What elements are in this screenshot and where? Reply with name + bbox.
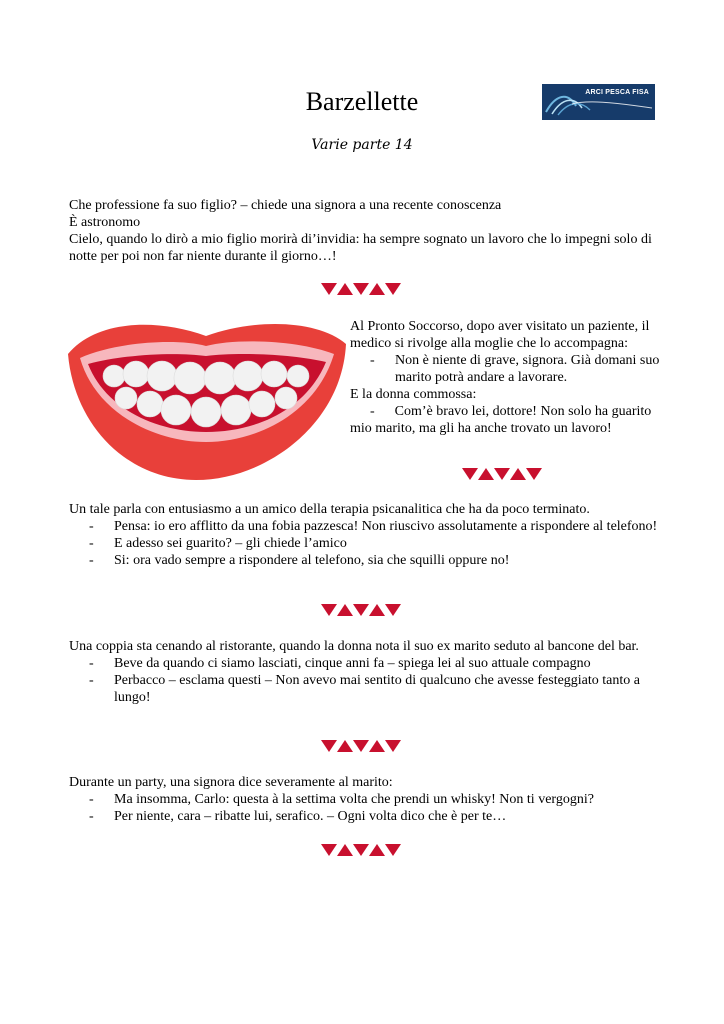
- joke-4-item-1-text: Beve da quando ci siamo lasciati, cinque anni fa – spiega lei al suo attuale compagno: [114, 656, 591, 671]
- logo-text: ARCI PESCA FISA: [585, 89, 649, 96]
- list-marker: -: [370, 353, 375, 368]
- list-marker: -: [89, 656, 94, 671]
- joke-1-line-2: È astronomo: [69, 215, 141, 230]
- joke-5-intro: Durante un party, una signora dice severamente al marito:: [69, 775, 393, 790]
- joke-2-item-1-text: Non è niente di grave, signora. Già domani suo marito potrà andare a lavorare.: [395, 353, 660, 385]
- joke-5-item-1: [69, 791, 659, 808]
- joke-3-item-3: [69, 552, 659, 569]
- separator-5-triangle-row-icon: [321, 842, 401, 858]
- joke-2-item-1: [350, 352, 660, 386]
- list-marker: -: [89, 792, 94, 807]
- joke-2-item-2: [350, 403, 660, 437]
- joke-2-intro: Al Pronto Soccorso, dopo aver visitato un paziente, il medico si rivolge alla moglie che lo accompagna:: [350, 319, 650, 351]
- joke-4: [69, 638, 659, 706]
- joke-5-item-2-text: Per niente, cara – ribatte lui, serafico. – Ogni volta dico che è per te…: [114, 809, 507, 824]
- joke-3-item-3-text: Si: ora vado sempre a rispondere al telefono, sia che squilli oppure no!: [114, 553, 510, 568]
- smiling-mouth-icon: [66, 314, 348, 482]
- joke-4-item-1: [69, 655, 659, 672]
- joke-4-intro: Una coppia sta cenando al ristorante, quando la donna nota il suo ex marito seduto al bancone del bar.: [69, 639, 639, 654]
- joke-4-item-2-text: Perbacco – esclama questi – Non avevo mai sentito di qualcuno che avesse festeggiato tanto a lungo!: [114, 673, 640, 705]
- joke-1-line-1: Che professione fa suo figlio? – chiede una signora a una recente conoscenza: [69, 198, 502, 213]
- separator-1-triangle-row-icon: [321, 281, 401, 297]
- joke-3-item-1: [69, 518, 659, 535]
- joke-4-item-2: [69, 672, 659, 706]
- joke-2-middle: E la donna commossa:: [350, 387, 477, 402]
- joke-1: [69, 197, 659, 265]
- arci-pesca-fisa-logo: [542, 84, 655, 120]
- joke-5-item-2: [69, 808, 659, 825]
- separator-2-triangle-row-icon: [462, 466, 542, 482]
- list-marker: -: [89, 553, 94, 568]
- list-marker: -: [89, 809, 94, 824]
- separator-4-triangle-row-icon: [321, 738, 401, 754]
- page-title: Barzellette: [305, 87, 419, 116]
- list-marker: -: [370, 404, 375, 419]
- joke-2: [350, 318, 660, 437]
- joke-1-line-3: Cielo, quando lo dirò a mio figlio morirà di’invidia: ha sempre sognato un lavoro che lo impegni solo di notte per poi non far niente durante il giorno…!: [69, 232, 652, 264]
- joke-3-item-2-text: E adesso sei guarito? – gli chiede l’amico: [114, 536, 347, 551]
- list-marker: -: [89, 536, 94, 551]
- separator-3-triangle-row-icon: [321, 602, 401, 618]
- page-subtitle: Varie parte 14: [311, 137, 413, 153]
- joke-3: [69, 501, 659, 569]
- list-marker: -: [89, 673, 94, 688]
- joke-2-item-2-text: Com’è bravo lei, dottore! Non solo ha guarito mio marito, ma gli ha anche trovato un lavoro!: [350, 404, 652, 436]
- list-marker: -: [89, 519, 94, 534]
- joke-5-item-1-text: Ma insomma, Carlo: questa à la settima volta che prendi un whisky! Non ti vergogni?: [114, 792, 594, 807]
- joke-3-item-1-text: Pensa: io ero afflitto da una fobia pazzesca! Non riuscivo assolutamente a rispondere al telefono!: [114, 519, 658, 534]
- joke-3-intro: Un tale parla con entusiasmo a un amico della terapia psicanalitica che ha da poco terminato.: [69, 502, 590, 517]
- joke-3-item-2: [69, 535, 659, 552]
- joke-5: [69, 774, 659, 825]
